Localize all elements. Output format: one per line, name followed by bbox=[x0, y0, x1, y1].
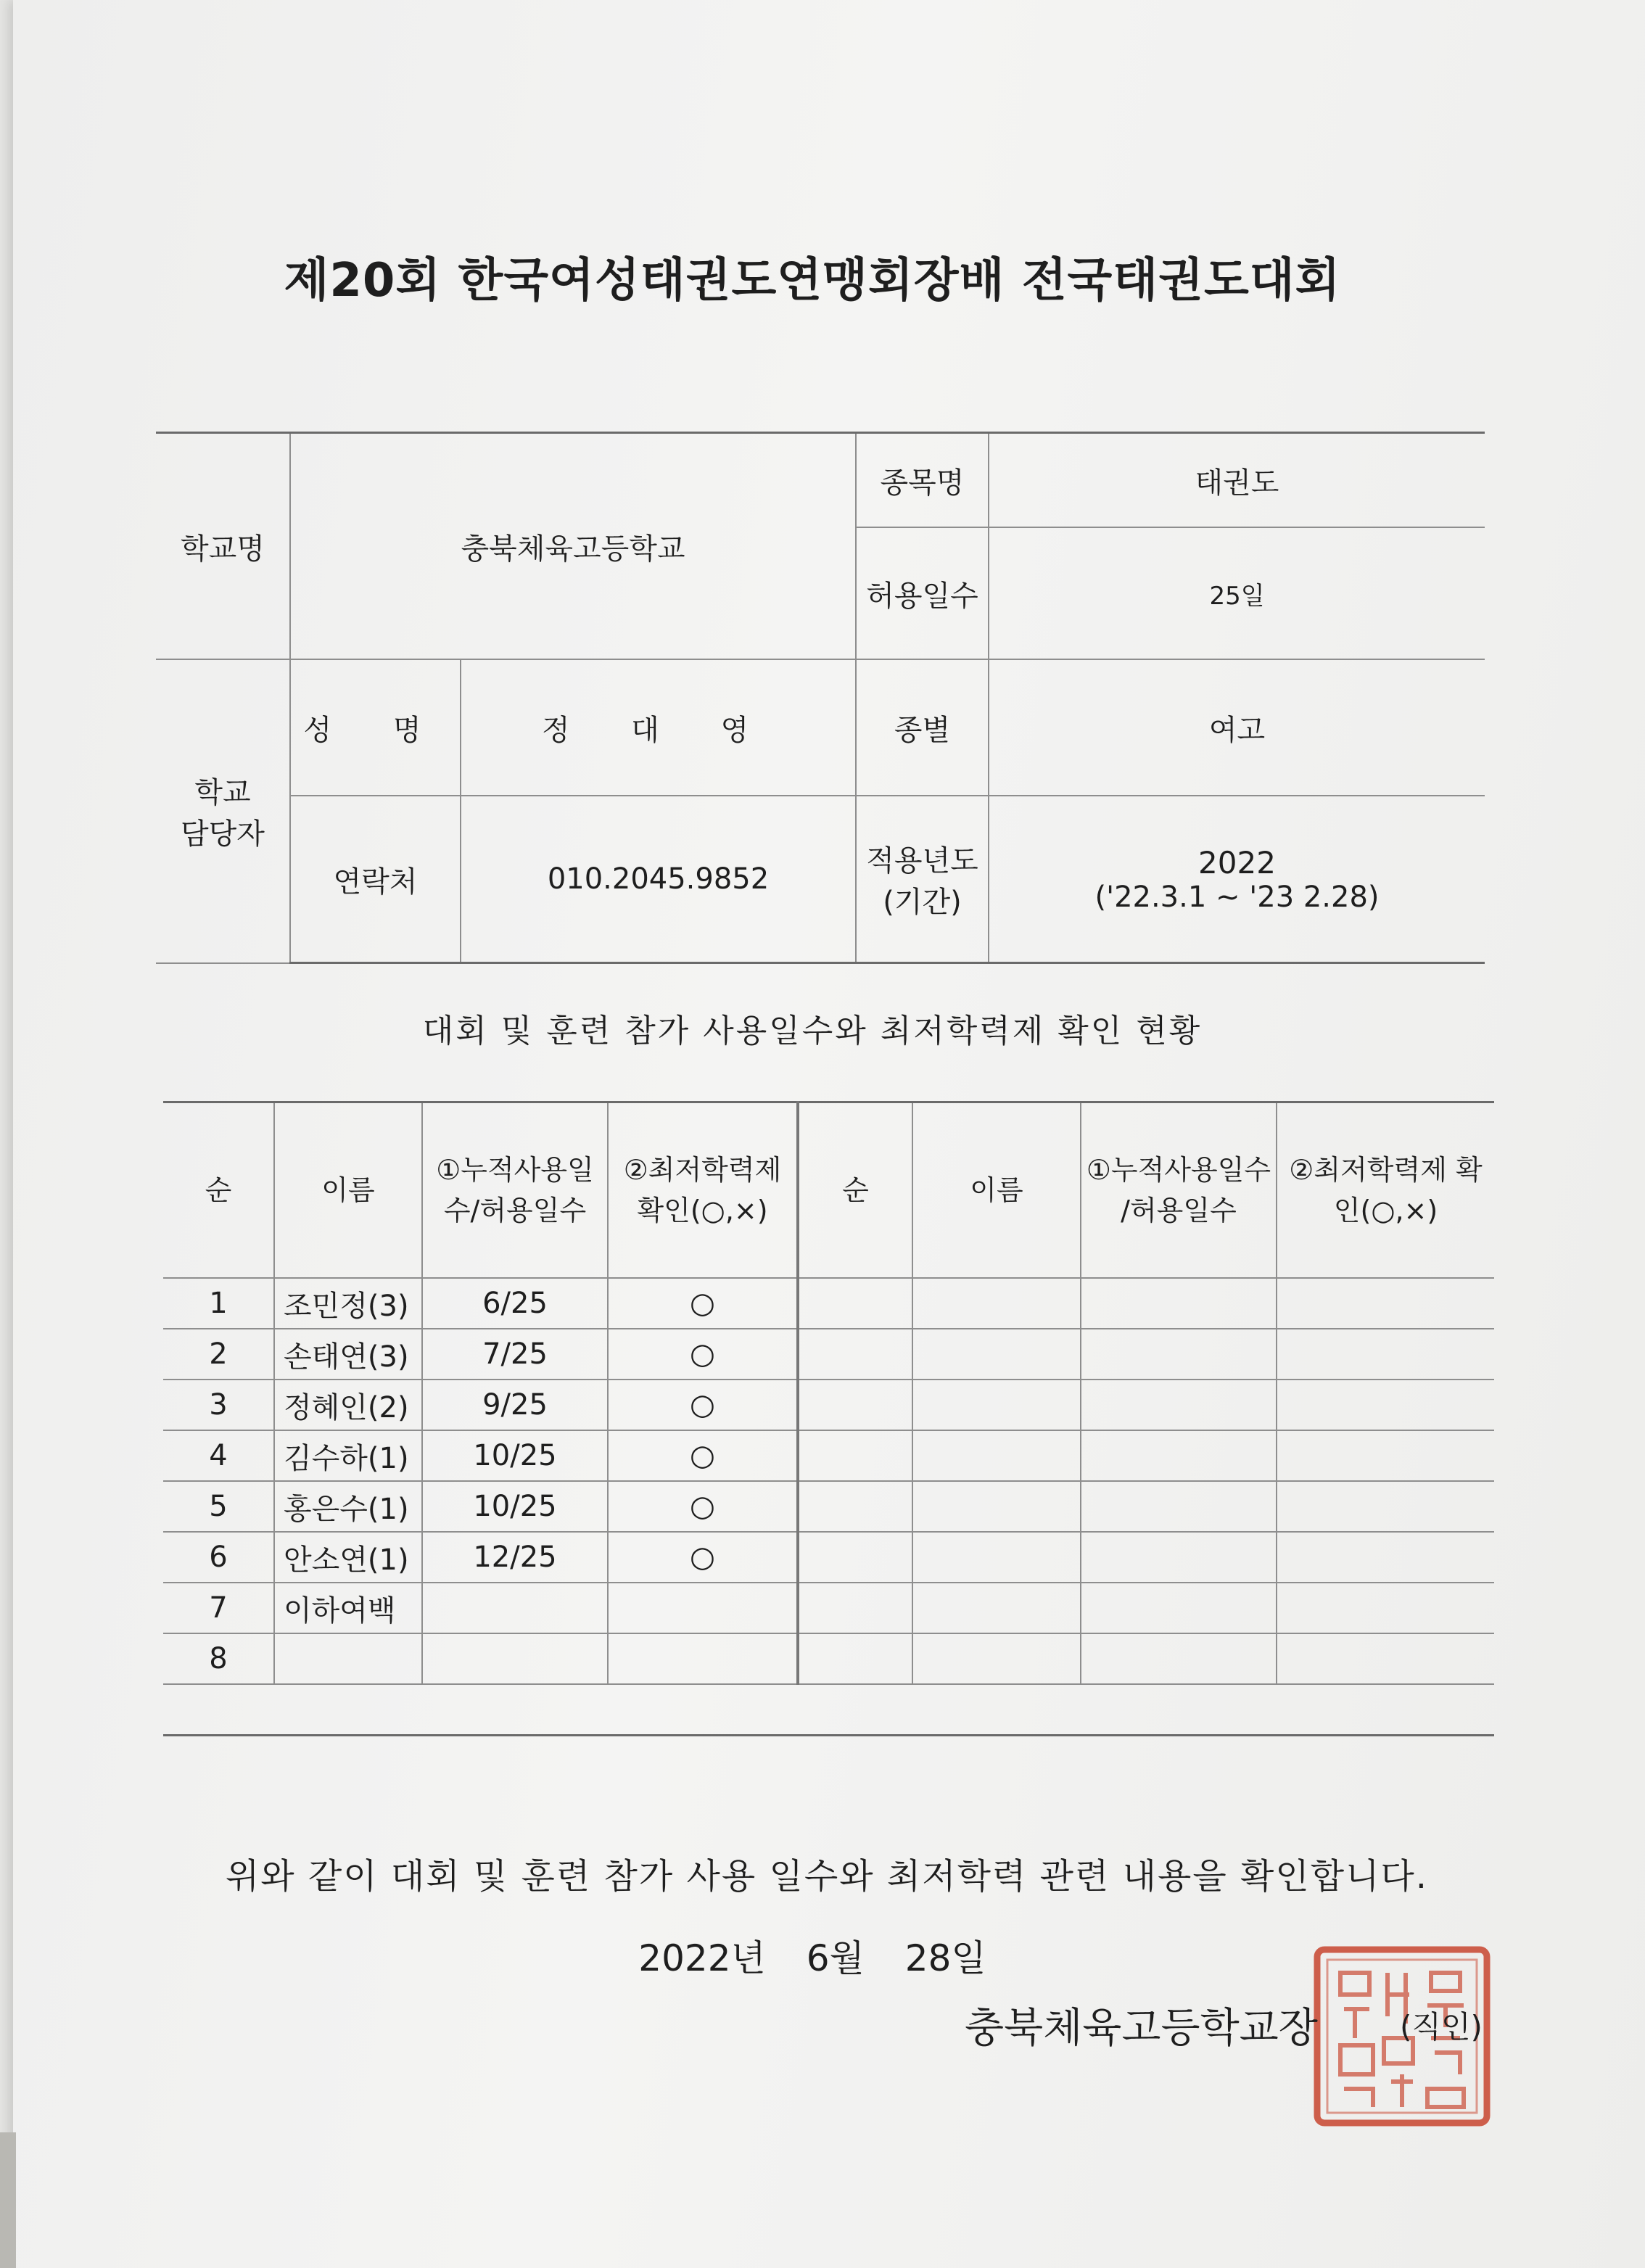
principal-title: 충북체육고등학교장 bbox=[965, 2005, 1318, 2052]
section-title: 대회 및 훈련 참가 사용일수와 최저학력제 확인 현황 bbox=[422, 1013, 1203, 1050]
header-check-right: ②최저학력제 확인(○,×) bbox=[1277, 1102, 1494, 1279]
row-no-right bbox=[798, 1278, 912, 1329]
contact-label: 연락처 bbox=[290, 796, 461, 963]
table-row bbox=[163, 1532, 1494, 1583]
row-check bbox=[608, 1633, 798, 1684]
row-name: 이하여백 bbox=[274, 1583, 422, 1633]
row-check-right bbox=[1277, 1633, 1494, 1684]
row-no: 1 bbox=[163, 1278, 274, 1329]
row-check bbox=[608, 1583, 798, 1633]
row-check-right bbox=[1277, 1329, 1494, 1380]
row-name-right bbox=[912, 1380, 1081, 1430]
paper-edge bbox=[0, 2132, 16, 2268]
event-label: 종목명 bbox=[856, 433, 989, 528]
row-name: 정혜인(2) bbox=[274, 1380, 422, 1430]
row-days: 9/25 bbox=[422, 1380, 608, 1430]
row-days-right bbox=[1081, 1481, 1277, 1532]
row-no-right bbox=[798, 1532, 912, 1583]
table-row bbox=[163, 1430, 1494, 1481]
row-no-right bbox=[798, 1583, 912, 1633]
row-no: 7 bbox=[163, 1583, 274, 1633]
signing-date bbox=[218, 1929, 1407, 1982]
table-row bbox=[163, 1481, 1494, 1532]
row-name-right bbox=[912, 1278, 1081, 1329]
row-days-right bbox=[1081, 1329, 1277, 1380]
row-no: 6 bbox=[163, 1532, 274, 1583]
participation-table bbox=[163, 1101, 1494, 1736]
row-name: 조민정(3) bbox=[274, 1278, 422, 1329]
event-value: 태권도 bbox=[989, 433, 1485, 528]
row-days: 10/25 bbox=[422, 1481, 608, 1532]
row-check-right bbox=[1277, 1380, 1494, 1430]
header-days: ①누적사용일수/허용일수 bbox=[422, 1102, 608, 1279]
header-days-right: ①누적사용일수 /허용일수 bbox=[1081, 1102, 1277, 1279]
seal-note: (직인) bbox=[1400, 2009, 1483, 2045]
row-days-right bbox=[1081, 1633, 1277, 1684]
row-no-right bbox=[798, 1380, 912, 1430]
category-value: 여고 bbox=[989, 659, 1485, 796]
date-year: 2022년 bbox=[638, 1937, 766, 1979]
header-check: ②최저학력제 확인(○,×) bbox=[608, 1102, 798, 1279]
row-check: ○ bbox=[608, 1430, 798, 1481]
period-label-line1: 적용년도 bbox=[866, 844, 978, 878]
row-no-right bbox=[798, 1633, 912, 1684]
manager-label bbox=[156, 659, 290, 963]
date-day: 28일 bbox=[904, 1937, 986, 1979]
row-no: 4 bbox=[163, 1430, 274, 1481]
period-year: 2022 bbox=[1198, 844, 1276, 881]
row-name-right bbox=[912, 1583, 1081, 1633]
document-title: 제20회 한국여성태권도연맹회장배 전국태권도대회 bbox=[284, 254, 1341, 308]
row-days-right bbox=[1081, 1430, 1277, 1481]
period-label bbox=[856, 796, 989, 963]
table-row bbox=[163, 1380, 1494, 1430]
row-name: 손태연(3) bbox=[274, 1329, 422, 1380]
row-days: 6/25 bbox=[422, 1278, 608, 1329]
table-row bbox=[163, 1633, 1494, 1684]
row-name: 김수하(1) bbox=[274, 1430, 422, 1481]
row-no-right bbox=[798, 1329, 912, 1380]
row-no: 5 bbox=[163, 1481, 274, 1532]
row-check-right bbox=[1277, 1481, 1494, 1532]
row-check: ○ bbox=[608, 1380, 798, 1430]
table-footer-cell bbox=[163, 1684, 1494, 1736]
row-days-right bbox=[1081, 1380, 1277, 1430]
row-name-right bbox=[912, 1329, 1081, 1380]
row-check: ○ bbox=[608, 1532, 798, 1583]
table-row bbox=[163, 1329, 1494, 1380]
row-days: 10/25 bbox=[422, 1430, 608, 1481]
row-name: 홍은수(1) bbox=[274, 1481, 422, 1532]
row-name: 안소연(1) bbox=[274, 1532, 422, 1583]
contact-value: 010.2045.9852 bbox=[461, 796, 856, 963]
allowed-days-label: 허용일수 bbox=[856, 527, 989, 659]
name-label: 성 명 bbox=[290, 659, 461, 796]
row-days bbox=[422, 1583, 608, 1633]
row-no: 3 bbox=[163, 1380, 274, 1430]
manager-label-line1: 학교 bbox=[194, 776, 251, 810]
manager-label-line2: 담당자 bbox=[181, 817, 265, 851]
row-days: 7/25 bbox=[422, 1329, 608, 1380]
row-name-right bbox=[912, 1532, 1081, 1583]
row-days-right bbox=[1081, 1532, 1277, 1583]
category-label: 종별 bbox=[856, 659, 989, 796]
row-check-right bbox=[1277, 1278, 1494, 1329]
confirmation-text: 위와 같이 대회 및 훈련 참가 사용 일수와 최저학력 관련 내용을 확인합니다. bbox=[225, 1856, 1429, 1897]
row-no-right bbox=[798, 1481, 912, 1532]
row-no: 2 bbox=[163, 1329, 274, 1380]
row-days bbox=[422, 1633, 608, 1684]
table-header-row bbox=[163, 1102, 1494, 1279]
row-check: ○ bbox=[608, 1329, 798, 1380]
row-check-right bbox=[1277, 1583, 1494, 1633]
row-name-right bbox=[912, 1481, 1081, 1532]
period-value bbox=[989, 796, 1485, 963]
row-check: ○ bbox=[608, 1481, 798, 1532]
manager-name: 정 대 영 bbox=[461, 659, 856, 796]
row-name-right bbox=[912, 1633, 1081, 1684]
header-name-right: 이름 bbox=[912, 1102, 1081, 1279]
table-row bbox=[163, 1583, 1494, 1633]
school-name-label: 학교명 bbox=[156, 433, 290, 660]
school-info-table bbox=[156, 432, 1485, 964]
row-check-right bbox=[1277, 1430, 1494, 1481]
table-footer-row bbox=[163, 1684, 1494, 1736]
row-name bbox=[274, 1633, 422, 1684]
row-no: 8 bbox=[163, 1633, 274, 1684]
row-no-right bbox=[798, 1430, 912, 1481]
school-name-value: 충북체육고등학교 bbox=[290, 433, 856, 660]
row-days-right bbox=[1081, 1278, 1277, 1329]
row-check: ○ bbox=[608, 1278, 798, 1329]
row-days-right bbox=[1081, 1583, 1277, 1633]
row-days: 12/25 bbox=[422, 1532, 608, 1583]
table-row bbox=[163, 1278, 1494, 1329]
header-name: 이름 bbox=[274, 1102, 422, 1279]
date-month: 6월 bbox=[806, 1937, 865, 1979]
row-name-right bbox=[912, 1430, 1081, 1481]
row-check-right bbox=[1277, 1532, 1494, 1583]
period-label-line2: (기간) bbox=[883, 886, 962, 919]
period-range: ('22.3.1 ~ '23 2.28) bbox=[1094, 880, 1380, 914]
allowed-days-value: 25일 bbox=[989, 527, 1485, 659]
header-no-right: 순 bbox=[798, 1102, 912, 1279]
header-no: 순 bbox=[163, 1102, 274, 1279]
